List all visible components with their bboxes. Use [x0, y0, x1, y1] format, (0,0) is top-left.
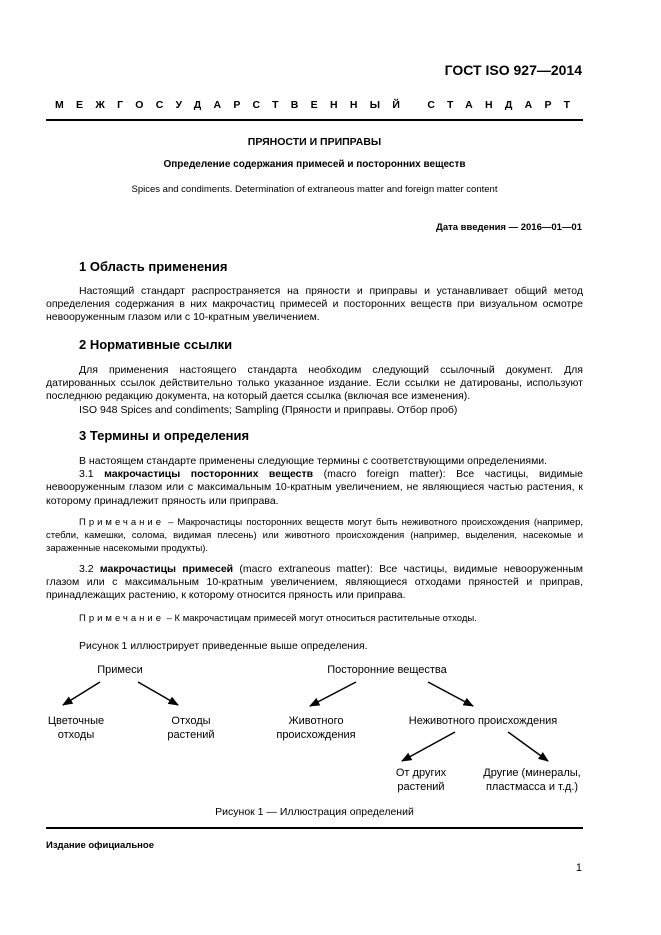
definition-3-2-term: макрочастицы примесей — [99, 563, 234, 575]
node-other-line-2: пластмасса и т.д.) — [485, 781, 579, 793]
node-other-line-1: Другие (минералы, — [483, 767, 581, 779]
section-3-heading: 3 Термины и определения — [79, 428, 250, 443]
node-plant-waste-line-1: Отходы — [171, 715, 211, 727]
page-number: 1 — [575, 862, 582, 874]
node-foreign-matter: Посторонние вещества — [327, 664, 447, 676]
arrow-foreign-to-animal — [310, 682, 356, 706]
note-2-text: – К макрочастицам примесей могут относиться растительные отходы. — [164, 613, 477, 624]
arrow-nonanimal-to-other-plants — [402, 732, 455, 761]
interstate-standard-banner: МЕЖГОСУДАРСТВЕННЫЙ СТАНДАРТ — [55, 99, 583, 111]
official-edition-label: Издание официальное — [46, 840, 154, 851]
definition-3-1 — [46, 468, 583, 508]
figure-intro: Рисунок 1 иллюстрирует приведенные выше определения. — [79, 640, 368, 652]
definition-3-1-number: 3.1 — [79, 468, 105, 481]
header-rule — [46, 119, 583, 121]
section-1-text: Настоящий стандарт распространяется на пряности и приправы и устанавливает общий метод определения содержания в них макрочастиц примесей и посторонних веществ при визуальном осмотре невооруженным глазом или с 10-кратным увеличением. — [46, 285, 583, 324]
note-1-label: Примечание — [79, 517, 164, 528]
arrow-impurities-to-flower — [63, 682, 100, 705]
note-1-text: – Макрочастицы посторонних веществ могут быть неживотного происхождения (например, стебли, камешки, солома, видимая плесень) или животного происхождения (например, выделения, насекомые и зараженные насекомыми продукты). — [46, 517, 583, 555]
title-english: Spices and condiments. Determination of extraneous matter and foreign matter content — [131, 184, 498, 195]
footer-rule — [46, 827, 583, 829]
node-animal-origin-line-2: происхождения — [276, 729, 356, 741]
section-3-intro: В настоящем стандарте применены следующие термины с соответствующими определениями. — [79, 455, 548, 467]
section-2-body — [46, 364, 583, 417]
figure-caption: Рисунок 1 — Иллюстрация определений — [215, 806, 414, 818]
node-other-plants-line-2: растений — [397, 781, 445, 793]
definition-3-2-block — [46, 563, 583, 603]
definition-3-2-number: 3.2 — [79, 563, 100, 575]
section-1-heading: 1 Область применения — [79, 259, 228, 274]
note-2 — [46, 612, 583, 625]
section-2-text: Для применения настоящего стандарта необходим следующий ссылочный документ. Для датированных ссылок действительно только указанное издание. Если ссылки не датированы, используют последнюю редакцию документа, на который дается ссылка (включая все изменения). — [46, 364, 583, 403]
arrow-foreign-to-nonanimal — [428, 682, 473, 706]
node-flower-waste-line-2: отходы — [57, 729, 95, 741]
node-other-plants-line-1: От других — [395, 767, 447, 779]
node-plant-waste-line-2: растений — [167, 729, 215, 741]
node-impurities: Примеси — [97, 664, 143, 676]
subtitle-russian: Определение содержания примесей и посторонних веществ — [163, 159, 466, 170]
note-1 — [46, 516, 583, 556]
definition-3-1-term: макрочастицы посторонних веществ — [104, 468, 314, 481]
note-2-label: Примечание — [79, 613, 164, 624]
node-non-animal-origin: Неживотного происхождения — [408, 715, 558, 727]
definitions-diagram — [0, 655, 661, 800]
section-3-body — [46, 455, 583, 508]
arrow-nonanimal-to-other — [508, 732, 548, 761]
definition-3-2 — [46, 563, 583, 603]
node-flower-waste-line-1: Цветочные — [47, 715, 105, 727]
standard-code: ГОСТ ISO 927—2014 — [444, 62, 582, 78]
section-1-body — [46, 285, 583, 325]
introduction-date: Дата введения — 2016—01—01 — [436, 222, 582, 233]
section-2-heading: 2 Нормативные ссылки — [79, 337, 233, 352]
definition-3-1-text: (macro foreign matter): Все частицы, видимые невооруженным глазом или с максимальным 10-кратным увеличением, не являющиеся частью растения, к которому принадлежит пряность или приправа. — [46, 468, 584, 507]
definition-3-2-text: (macro extraneous matter): Все частицы, видимые невооруженным глазом или с максимальным 10-кратным увеличением, являющиеся отходами пряностей и приправ, принадлежащих растению, к которому относится пряность или приправа. — [46, 563, 583, 602]
node-animal-origin-line-1: Животного — [288, 715, 344, 727]
arrow-impurities-to-plant — [138, 682, 178, 705]
section-2-reference: ISO 948 Spices and condiments; Sampling (Пряности и приправы. Отбор проб) — [79, 403, 458, 416]
title-russian: ПРЯНОСТИ И ПРИПРАВЫ — [247, 136, 382, 148]
